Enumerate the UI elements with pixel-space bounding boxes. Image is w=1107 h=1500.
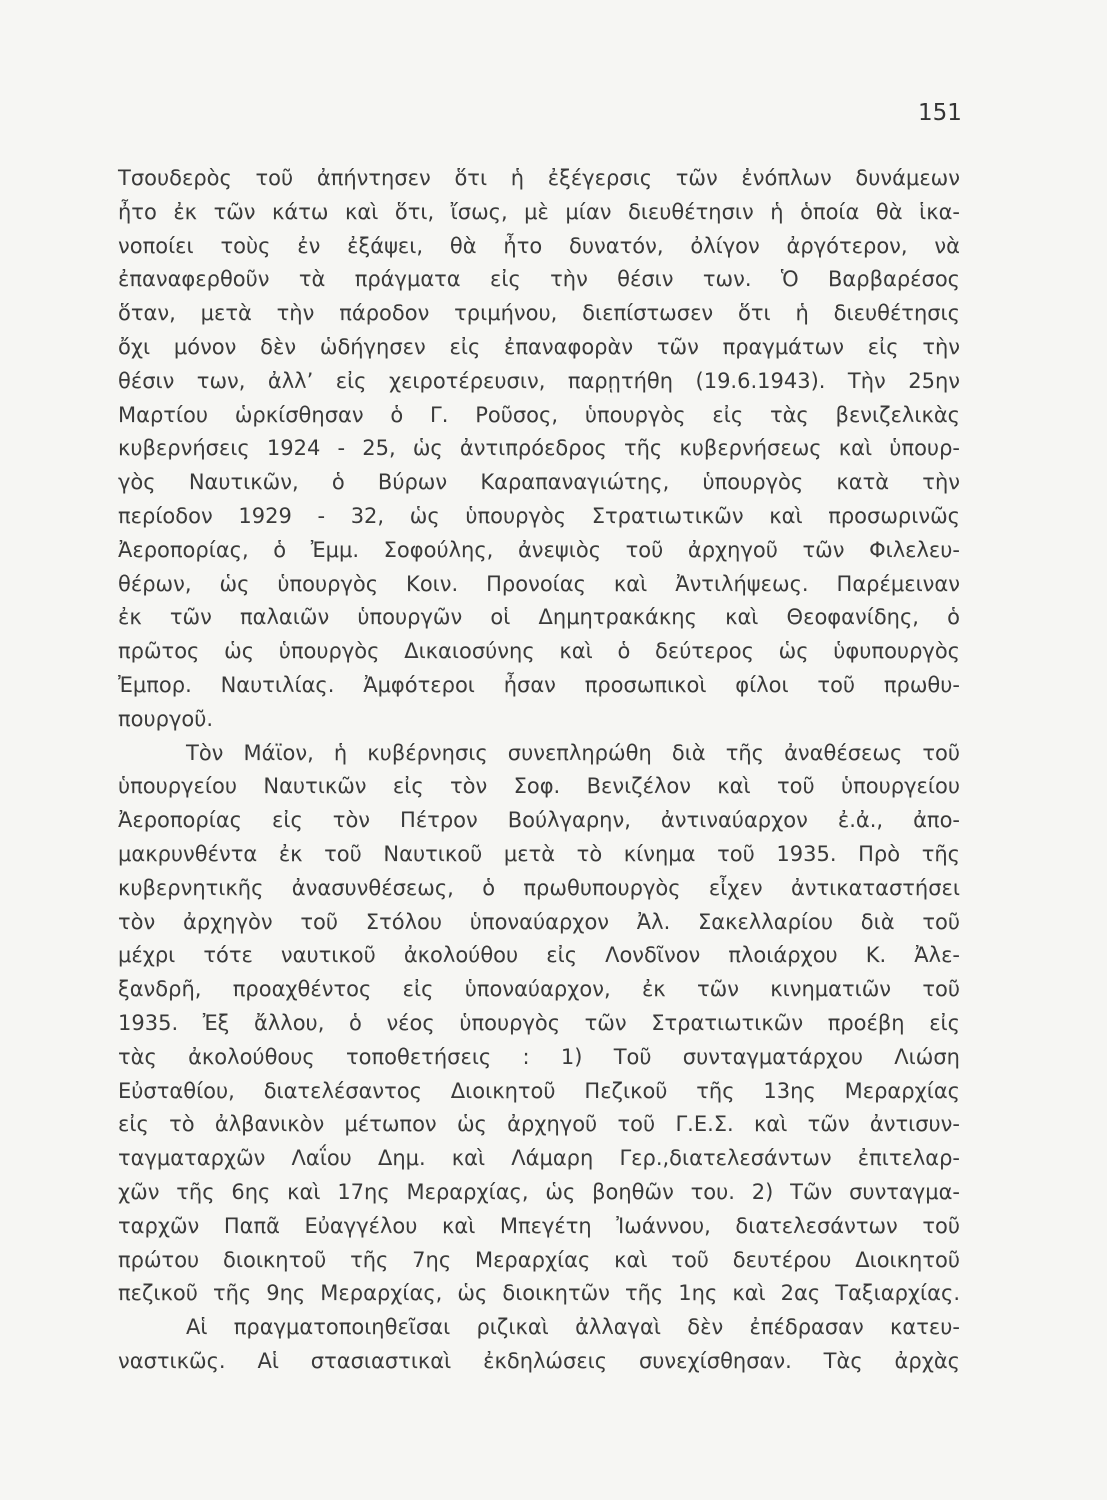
text-line: μακρυνθέντα ἐκ τοῦ Ναυτικοῦ μετὰ τὸ κίνημα τοῦ 1935. Πρὸ τῆς bbox=[118, 842, 960, 866]
text-line: θέσιν των, ἀλλ’ εἰς χειροτέρευσιν, παρῃτήθη (19.6.1943). Τὴν 25ην bbox=[118, 368, 960, 393]
text-line: πρῶτος ὡς ὑπουργὸς Δικαιοσύνης καὶ ὁ δεύτερος ὡς ὑφυπουργὸς bbox=[118, 639, 960, 664]
text-line: Αἱ πραγματοποιηθεῖσαι ριζικαὶ ἀλλαγαὶ δὲν ἐπέδρασαν κατευ- bbox=[186, 1315, 960, 1340]
text-line: Εὐσταθίου, διατελέσαντος Διοικητοῦ Πεζικοῦ τῆς 13ης Μεραρχίας bbox=[118, 1078, 960, 1103]
text-line: θέρων, ὡς ὑπουργὸς Κοιν. Προνοίας καὶ Ἀντιλήψεως. Παρέμειναν bbox=[118, 571, 960, 596]
text-line: 1935. Ἐξ ἄλλου, ὁ νέος ὑπουργὸς τῶν Στρατιωτικῶν προέβη εἰς bbox=[118, 1011, 960, 1035]
text-line: ὅταν, μετὰ τὴν πάροδον τριμήνου, διεπίστωσεν ὅτι ἡ διευθέτησις bbox=[118, 301, 960, 326]
text-line: ἦτο ἐκ τῶν κάτω καὶ ὅτι, ἴσως, μὲ μίαν διευθέτησιν ἡ ὁποία θὰ ἱκα- bbox=[118, 199, 960, 224]
text-line: Ἀεροπορίας, ὁ Ἐμμ. Σοφούλης, ἀνεψιὸς τοῦ ἀρχηγοῦ τῶν Φιλελευ- bbox=[118, 537, 960, 562]
text-line: ἐπαναφερθοῦν τὰ πράγματα εἰς τὴν θέσιν των. Ὁ Βαρβαρέσος bbox=[118, 267, 960, 292]
text-line: τὰς ἀκολούθους τοποθετήσεις : 1) Τοῦ συνταγματάρχου Λιώση bbox=[118, 1044, 960, 1069]
text-line: ταγματαρχῶν Λαΐου Δημ. καὶ Λάμαρη Γερ.,διατελεσάντων ἐπιτελαρ- bbox=[118, 1146, 960, 1171]
text-line: τὸν ἀρχηγὸν τοῦ Στόλου ὑποναύαρχον Ἀλ. Σακελλαρίου διὰ τοῦ bbox=[118, 909, 960, 934]
text-line: περίοδον 1929 - 32, ὡς ὑπουργὸς Στρατιωτικῶν καὶ προσωρινῶς bbox=[118, 504, 960, 528]
text-line: κυβερνητικῆς ἀνασυνθέσεως, ὁ πρωθυπουργὸς εἶχεν ἀντικαταστήσει bbox=[118, 875, 960, 900]
text-line: πρώτου διοικητοῦ τῆς 7ης Μεραρχίας καὶ τοῦ δευτέρου Διοικητοῦ bbox=[118, 1247, 960, 1272]
text-line: χῶν τῆς 6ης καὶ 17ης Μεραρχίας, ὡς βοηθῶν του. 2) Τῶν συνταγμα- bbox=[118, 1180, 960, 1204]
text-line: γὸς Ναυτικῶν, ὁ Βύρων Καραπαναγιώτης, ὑπουργὸς κατὰ τὴν bbox=[118, 470, 960, 495]
text-line: ὑπουργείου Ναυτικῶν εἰς τὸν Σοφ. Βενιζέλον καὶ τοῦ ὑπουργείου bbox=[118, 774, 960, 799]
text-line: Μαρτίου ὡρκίσθησαν ὁ Γ. Ροῦσος, ὑπουργὸς εἰς τὰς βενιζελικὰς bbox=[118, 402, 960, 427]
text-line: Ἐμπορ. Ναυτιλίας. Ἀμφότεροι ἦσαν προσωπικοὶ φίλοι τοῦ πρωθυ- bbox=[118, 673, 960, 697]
text-line: Τὸν Μάϊον, ἡ κυβέρνησις συνεπληρώθη διὰ τῆς ἀναθέσεως τοῦ bbox=[186, 740, 960, 765]
text-line: πεζικοῦ τῆς 9ης Μεραρχίας, ὡς διοικητῶν τῆς 1ης καὶ 2ας Ταξιαρχίας. bbox=[118, 1281, 960, 1306]
text-line: μέχρι τότε ναυτικοῦ ἀκολούθου εἰς Λονδῖνον πλοιάρχου Κ. Ἀλε- bbox=[118, 943, 960, 968]
text-line: ἐκ τῶν παλαιῶν ὑπουργῶν οἱ Δημητρακάκης καὶ Θεοφανίδης, ὁ bbox=[118, 605, 960, 630]
text-line: κυβερνήσεις 1924 - 25, ὡς ἀντιπρόεδρος τῆς κυβερνήσεως καὶ ὑπουρ- bbox=[118, 436, 960, 461]
text-line: ναστικῶς. Αἱ στασιαστικαὶ ἐκδηλώσεις συνεχίσθησαν. Τὰς ἀρχὰς bbox=[118, 1349, 960, 1373]
text-line: εἰς τὸ ἀλβανικὸν μέτωπον ὡς ἀρχηγοῦ τοῦ Γ.Ε.Σ. καὶ τῶν ἀντισυν- bbox=[118, 1112, 960, 1137]
text-line: ταρχῶν Παπᾶ Εὐαγγέλου καὶ Μπεγέτη Ἰωάννου, διατελεσάντων τοῦ bbox=[118, 1213, 960, 1238]
text-line: ξανδρῆ, προαχθέντος εἰς ὑποναύαρχον, ἐκ τῶν κινηματιῶν τοῦ bbox=[118, 977, 960, 1002]
text-line: πουργοῦ. bbox=[118, 706, 214, 731]
text-line: Ἀεροπορίας εἰς τὸν Πέτρον Βούλγαρην, ἀντιναύαρχον ἐ.ἀ., ἀπο- bbox=[118, 808, 960, 833]
page-number: 151 bbox=[918, 100, 962, 126]
text-line: νοποίει τοὺς ἐν ἐξάψει, θὰ ἦτο δυνατόν, ὀλίγον ἀργότερον, νὰ bbox=[118, 233, 960, 258]
text-line: Τσουδερὸς τοῦ ἀπήντησεν ὅτι ἡ ἐξέγερσις τῶν ἐνόπλων δυνάμεων bbox=[118, 166, 960, 190]
text-line: ὄχι μόνον δὲν ὡδήγησεν εἰς ἐπαναφορὰν τῶν πραγμάτων εἰς τὴν bbox=[118, 335, 960, 359]
